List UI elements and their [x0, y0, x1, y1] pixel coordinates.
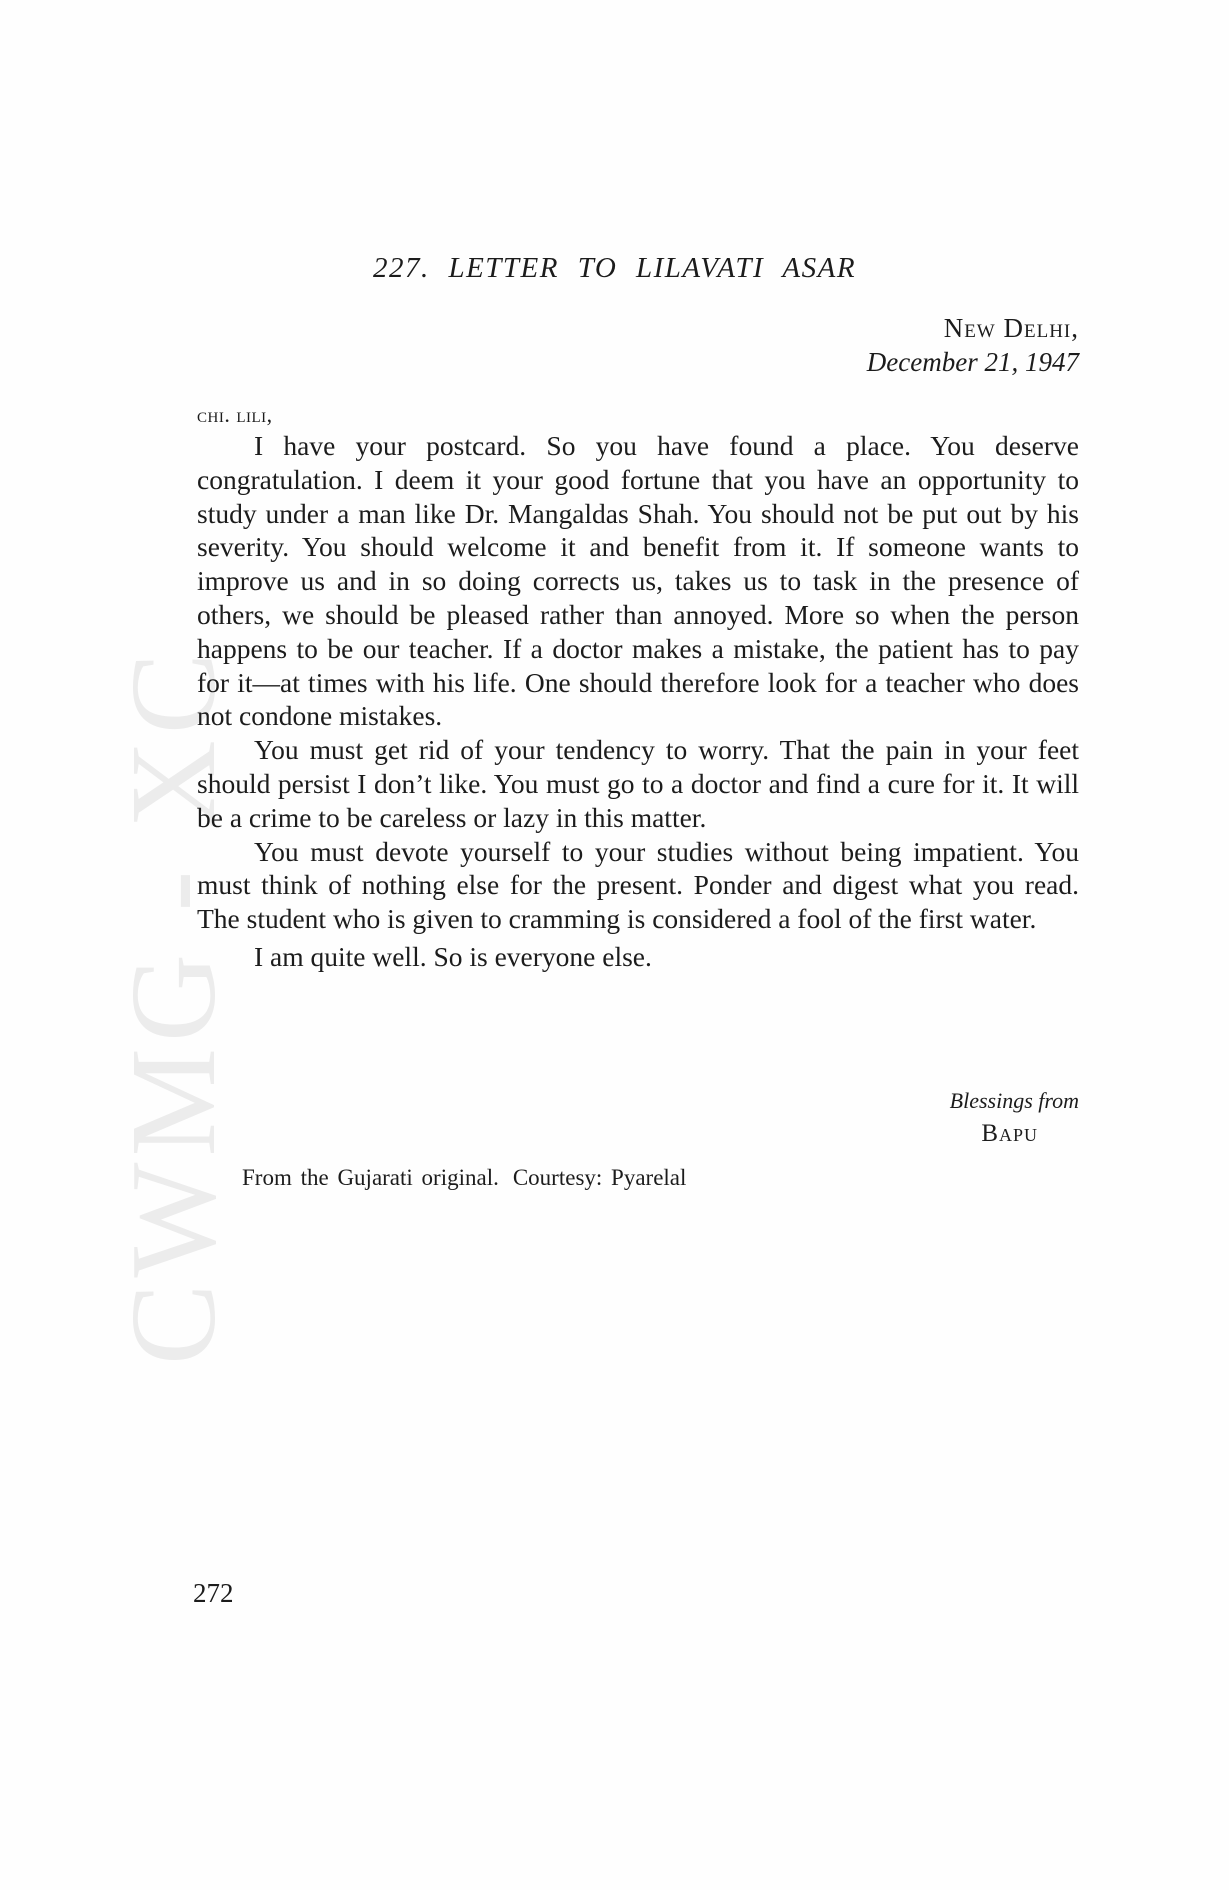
signature: Bapu — [981, 1120, 1038, 1147]
sign-off: Blessings from — [949, 1088, 1079, 1113]
watermark-text: CWMG - XC — [106, 646, 241, 1365]
letter-body — [197, 429, 1079, 974]
salutation: chi. lili, — [197, 402, 273, 427]
letter-place: New Delhi, — [943, 313, 1079, 343]
source-note — [242, 1165, 686, 1191]
paragraph: You must devote yourself to your studies without being impatient. You must think of nothing else for the present. Ponder and digest what you read. The student who is given to cramming is considered a fool of the first water. — [197, 835, 1079, 935]
page-number: 272 — [193, 1578, 234, 1608]
letter-date: December 21, 1947 — [866, 347, 1079, 377]
paragraph: I am quite well. So is everyone else. — [254, 940, 652, 972]
paragraph: I have your postcard. So you have found a place. You deserve congratulation. I deem it your good fortune that you have an opportunity to study under a man like Dr. Mangaldas Shah. You should not be put out by his severity. You should welcome it and benefit from it. If someone wants to improve us and in so doing corrects us, takes us to task in the presence of others, we should be pleased rather than annoyed. More so when the person happens to be our teacher. If a doctor makes a mistake, the patient has to pay for it—at times with his life. One should therefore look for a teacher who does not condone mistakes. — [197, 430, 1079, 732]
source-original: From the Gujarati original. — [242, 1165, 499, 1190]
paragraph: You must get rid of your tendency to worry. That the pain in your feet should persist I don’t like. You must go to a doctor and find a cure for it. It will be a crime to be careless or lazy in this matter. — [197, 734, 1079, 833]
letter-title: 227. LETTER TO LILAVATI ASAR — [372, 252, 857, 284]
source-courtesy: Courtesy: Pyarelal — [512, 1165, 687, 1190]
